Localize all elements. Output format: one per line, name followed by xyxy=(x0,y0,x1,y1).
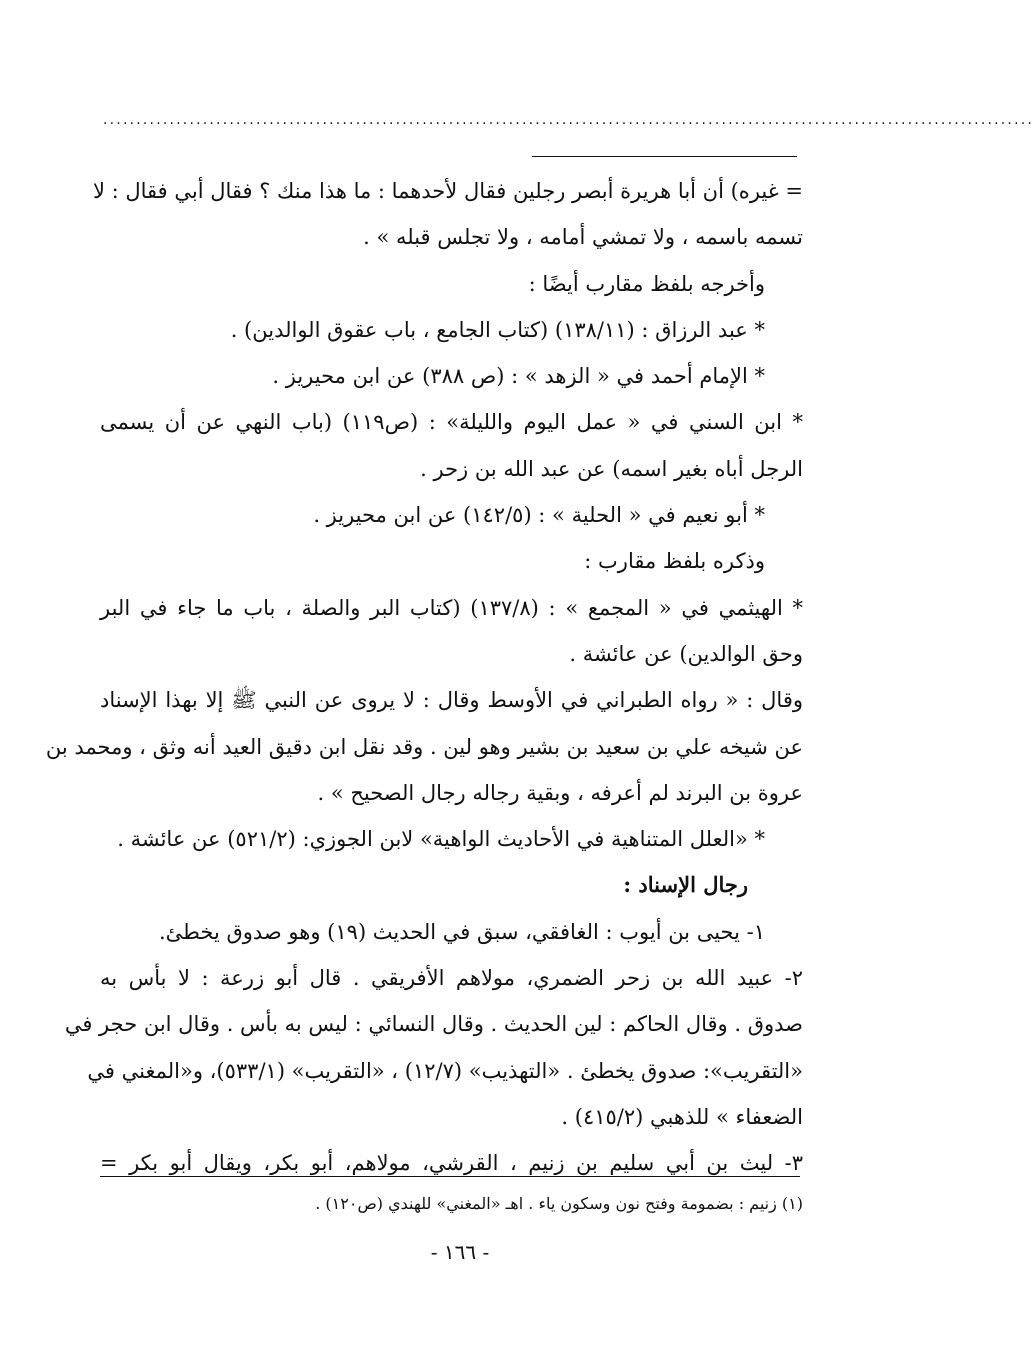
main-text xyxy=(45,168,803,1187)
text-line: * عبد الرزاق : (١٣٨/١١) (كتاب الجامع ، باب عقوق الوالدين) . xyxy=(230,317,765,342)
separator-dots: ............................................................................................................................................ xyxy=(103,112,1034,128)
text-line: * «العلل المتناهية في الأحاديث الواهية» لابن الجوزي: (٥٢١/٢) عن عائشة . xyxy=(117,827,765,852)
text-line: ٢- عبيد الله بن زحر الضمري، مولاهم الأفريقي . قال أبو زرعة : لا بأس به xyxy=(100,966,803,991)
text-line: «التقريب»: صدوق يخطئ . «التهذيب» (١٢/٧) ، «التقريب» (٥٣٣/١)، و«المغني في xyxy=(87,1058,803,1083)
text-line: وحق الوالدين) عن عائشة . xyxy=(569,641,803,666)
footnote-rule xyxy=(100,1176,800,1177)
text-line: ١- يحيى بن أيوب : الغافقي، سبق في الحديث (١٩) وهو صدوق يخطئ. xyxy=(158,919,765,944)
text-line: عروة بن البرند لم أعرفه ، وبقية رجاله رجال الصحيح » . xyxy=(317,780,803,805)
text-line: وقال : « رواه الطبراني في الأوسط وقال : لا يروى عن النبي ﷺ إلا بهذا الإسناد xyxy=(100,688,803,713)
text-line: * ابن السني في « عمل اليوم والليلة» : (ص١١٩) (باب النهي عن أن يسمى xyxy=(100,410,803,435)
text-line: * الهيثمي في « المجمع » : (١٣٧/٨) (كتاب البر والصلة ، باب ما جاء في البر xyxy=(100,595,803,620)
footnote-continuation-rule xyxy=(532,156,797,157)
text-line: الرجل أباه بغير اسمه) عن عبد الله بن زحر . xyxy=(420,456,803,481)
text-line: وذكره بلفظ مقارب : xyxy=(584,549,765,574)
text-line: الضعفاء » للذهبي (٤١٥/٢) . xyxy=(561,1104,803,1129)
text-line: وأخرجه بلفظ مقارب أيضًا : xyxy=(528,271,765,296)
text-line: ٣- ليث بن أبي سليم بن زنيم ، القرشي، مولاهم، أبو بكر، ويقال أبو بكر = xyxy=(100,1151,803,1176)
text-line: * الإمام أحمد في « الزهد » : (ص ٣٨٨) عن ابن محيريز . xyxy=(272,364,765,389)
text-line: تسمه باسمه ، ولا تمشي أمامه ، ولا تجلس قبله » . xyxy=(363,225,803,250)
section-heading: رجال الإسناد : xyxy=(623,872,748,898)
footnote: (١) زنيم : بضمومة وفتح نون وسكون ياء . اهـ «المغني» للهندي (ص١٢٠) . xyxy=(315,1194,803,1213)
page-number: - ١٦٦ - xyxy=(430,1240,490,1264)
text-line: = غيره) أن أبا هريرة أبصر رجلين فقال لأحدهما : ما هذا منك ؟ فقال أبي فقال : لا xyxy=(92,179,803,203)
text-line: صدوق . وقال الحاكم : لين الحديث . وقال النسائي : ليس به بأس . وقال ابن حجر في xyxy=(64,1012,803,1037)
text-line: * أبو نعيم في « الحلية » : (١٤٢/٥) عن ابن محيريز . xyxy=(313,503,765,528)
text-line: عن شيخه علي بن سعيد بن بشير وهو لين . وقد نقل ابن دقيق العيد أنه وثق ، ومحمد بن xyxy=(45,734,803,759)
